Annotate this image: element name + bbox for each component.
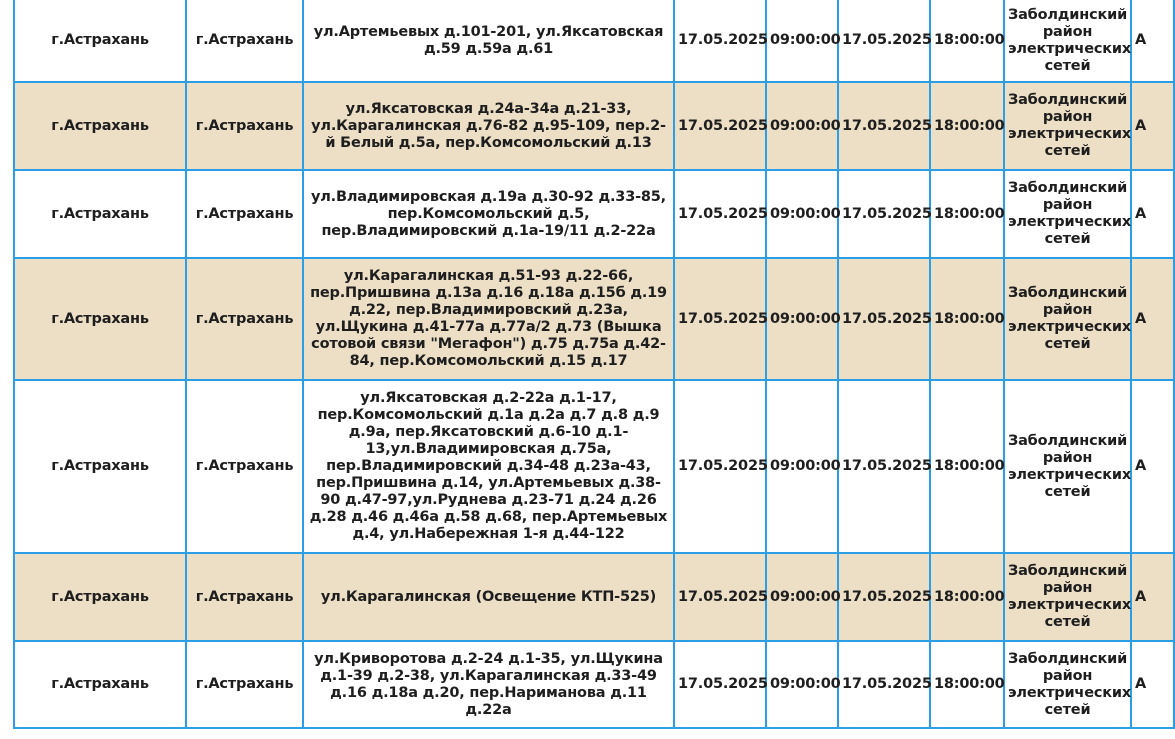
start-time-cell: 09:00:00 [766, 380, 838, 553]
extra-cell: А [1131, 170, 1174, 258]
start-time-cell: 09:00:00 [766, 553, 838, 641]
end-time-cell: 18:00:00 [930, 553, 1004, 641]
organization-cell: Заболдинский район электрических сетей [1004, 380, 1131, 553]
address-cell: ул.Карагалинская (Освещение КТП-525) [303, 553, 674, 641]
table-row [14, 553, 1174, 641]
start-date-cell: 17.05.2025 [674, 258, 766, 380]
address-cell: ул.Артемьевых д.101-201, ул.Яксатовская д.59 д.59а д.61 [303, 0, 674, 82]
table-row [14, 380, 1174, 553]
locality-cell: г.Астрахань [186, 258, 303, 380]
end-date-cell: 17.05.2025 [838, 641, 930, 728]
locality-cell: г.Астрахань [186, 170, 303, 258]
end-date-cell: 17.05.2025 [838, 380, 930, 553]
address-cell: ул.Яксатовская д.2-22а д.1-17, пер.Комсомольский д.1а д.2а д.7 д.8 д.9 д.9а, пер.Яксатовский д.6-10 д.1-13,ул.Владимировская д.75а, пер.Владимировский д.34-48 д.23а-43, пер.Пришвина д.14, ул.Артемьевых д.38-90 д.47-97,ул.Руднева д.23-71 д.24 д.26 д.28 д.46 д.46а д.58 д.68, пер.Артемьевых д.4, ул.Набережная 1-я д.44-122 [303, 380, 674, 553]
city-cell: г.Астрахань [14, 82, 186, 170]
start-date-cell: 17.05.2025 [674, 553, 766, 641]
start-date-cell: 17.05.2025 [674, 170, 766, 258]
locality-cell: г.Астрахань [186, 0, 303, 82]
organization-cell: Заболдинский район электрических сетей [1004, 82, 1131, 170]
city-cell: г.Астрахань [14, 380, 186, 553]
organization-cell: Заболдинский район электрических сетей [1004, 0, 1131, 82]
organization-cell: Заболдинский район электрических сетей [1004, 641, 1131, 728]
address-cell: ул.Владимировская д.19а д.30-92 д.33-85, пер.Комсомольский д.5, пер.Владимировский д.1а-19/11 д.2-22а [303, 170, 674, 258]
start-date-cell: 17.05.2025 [674, 641, 766, 728]
end-time-cell: 18:00:00 [930, 0, 1004, 82]
start-time-cell: 09:00:00 [766, 258, 838, 380]
city-cell: г.Астрахань [14, 258, 186, 380]
extra-cell: А [1131, 0, 1174, 82]
city-cell: г.Астрахань [14, 0, 186, 82]
locality-cell: г.Астрахань [186, 553, 303, 641]
start-time-cell: 09:00:00 [766, 82, 838, 170]
organization-cell: Заболдинский район электрических сетей [1004, 170, 1131, 258]
start-time-cell: 09:00:00 [766, 641, 838, 728]
address-cell: ул.Карагалинская д.51-93 д.22-66, пер.Пришвина д.13а д.16 д.18а д.15б д.19 д.22, пер.Владимировский д.23а, ул.Щукина д.41-77а д.77а/2 д.73 (Вышка сотовой связи "Мегафон") д.75 д.75а д.42-84, пер.Комсомольский д.15 д.17 [303, 258, 674, 380]
end-time-cell: 18:00:00 [930, 258, 1004, 380]
city-cell: г.Астрахань [14, 170, 186, 258]
start-time-cell: 09:00:00 [766, 170, 838, 258]
locality-cell: г.Астрахань [186, 82, 303, 170]
start-date-cell: 17.05.2025 [674, 82, 766, 170]
address-cell: ул.Криворотова д.2-24 д.1-35, ул.Щукина д.1-39 д.2-38, ул.Карагалинская д.33-49 д.16 д.18а д.20, пер.Нариманова д.11 д.22а [303, 641, 674, 728]
end-date-cell: 17.05.2025 [838, 170, 930, 258]
table-row [14, 0, 1174, 82]
start-date-cell: 17.05.2025 [674, 0, 766, 82]
table-row [14, 258, 1174, 380]
extra-cell: А [1131, 258, 1174, 380]
end-date-cell: 17.05.2025 [838, 553, 930, 641]
table-row [14, 641, 1174, 728]
end-date-cell: 17.05.2025 [838, 258, 930, 380]
end-date-cell: 17.05.2025 [838, 0, 930, 82]
organization-cell: Заболдинский район электрических сетей [1004, 258, 1131, 380]
end-time-cell: 18:00:00 [930, 170, 1004, 258]
extra-cell: А [1131, 641, 1174, 728]
city-cell: г.Астрахань [14, 553, 186, 641]
organization-cell: Заболдинский район электрических сетей [1004, 553, 1131, 641]
start-time-cell: 09:00:00 [766, 0, 838, 82]
end-date-cell: 17.05.2025 [838, 82, 930, 170]
extra-cell: А [1131, 380, 1174, 553]
extra-cell: А [1131, 553, 1174, 641]
locality-cell: г.Астрахань [186, 380, 303, 553]
outage-schedule-table [13, 0, 1175, 729]
extra-cell: А [1131, 82, 1174, 170]
end-time-cell: 18:00:00 [930, 641, 1004, 728]
end-time-cell: 18:00:00 [930, 380, 1004, 553]
locality-cell: г.Астрахань [186, 641, 303, 728]
table-row [14, 170, 1174, 258]
address-cell: ул.Яксатовская д.24а-34а д.21-33, ул.Карагалинская д.76-82 д.95-109, пер.2-й Белый д.5а, пер.Комсомольский д.13 [303, 82, 674, 170]
city-cell: г.Астрахань [14, 641, 186, 728]
start-date-cell: 17.05.2025 [674, 380, 766, 553]
table-row [14, 82, 1174, 170]
end-time-cell: 18:00:00 [930, 82, 1004, 170]
